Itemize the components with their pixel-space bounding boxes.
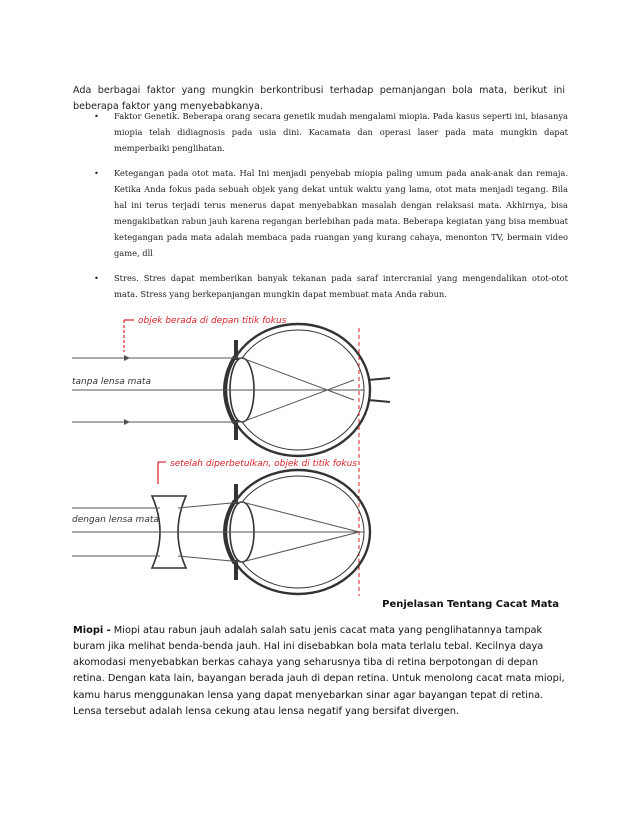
myopia-eye-diagram: [64, 300, 566, 596]
arrow-icon: [124, 355, 130, 361]
list-item: [90, 165, 568, 261]
ray: [242, 502, 359, 532]
bullet-icon: •: [94, 111, 99, 121]
list-item: [90, 108, 568, 156]
myopia-paragraph: [73, 623, 565, 720]
term-label: Miopi -: [73, 624, 111, 636]
arrow-icon: [124, 419, 130, 425]
ray: [242, 532, 359, 562]
eye-without-lens: [72, 316, 390, 456]
ray: [242, 380, 354, 422]
intro-paragraph: Ada berbagai faktor yang mungkin berkontribusi terhadap pemanjangan bola mata, berikut ini beberapa faktor yang menyebabkanya.: [73, 84, 565, 112]
label-object-before-focus: objek berada di depan titik fokus: [138, 316, 287, 326]
list-item-text: Faktor Genetik. Beberapa orang secara genetik mudah mengalami miopia. Pada kasus seperti ini, biasanya miopia telah didiagnosis pada usia dini. Kacamata dan operasi laser pada mata mungkin dapat memperbaiki penglihatan.: [114, 111, 568, 153]
optic-nerve: [368, 378, 390, 402]
paragraph-text: Miopi atau rabun jauh adalah salah satu jenis cacat mata yang penglihatannya tampak buram jika melihat benda-benda jauh. Hal ini disebabkan bola mata terlalu tebal. Kecilnya daya akomodasi menyebabkan berkas cahaya yang seharusnya tiba di retina berpotongan di depan retina. Dengan kata lain, bayangan berada jauh di depan retina. Untuk menolong cacat mata miopi, kamu harus menggunakan lensa yang dapat menyebarkan sinar agar bayangan tepat di retina. Lensa tersebut adalah lensa cekung atau lensa negatif yang bersifat divergen.: [73, 624, 565, 717]
bullet-icon: •: [94, 168, 99, 178]
list-item-text: Stres. Stres dapat memberikan banyak tekanan pada saraf intercranial yang mengendalikan otot-otot mata. Stress yang berkepanjangan mungkin dapat membuat mata Anda rabun.: [114, 273, 568, 299]
label-without-lens: tanpa lensa mata: [72, 377, 151, 387]
bullet-icon: •: [94, 273, 99, 283]
list-item: [90, 270, 568, 302]
cause-list: [90, 108, 568, 311]
ray: [242, 358, 354, 400]
eye-diagram-svg: [64, 300, 566, 596]
label-corrected-at-focus: setelah diperbetulkan, objek di titik fokus: [170, 459, 357, 469]
eye-with-lens: [72, 459, 370, 594]
list-item-text: Ketegangan pada otot mata. Hal Ini menjadi penyebab miopia paling umum pada anak-anak dan remaja. Ketika Anda fokus pada sebuah objek yang dekat untuk waktu yang lama, otot mata menjadi tegang. Bila hal ini terus terjadi terus menerus dapat menyebabkan masalah dengan relaksasi mata. Akhirnya, bisa mengakibatkan rabun jauh karena regangan berlebihan pada mata. Beberapa kegiatan yang bisa membuat ketegangan pada mata adalah membaca pada ruangan yang kurang cahaya, menonton TV, bermain video game, dll: [114, 168, 568, 258]
section-title: Penjelasan Tentang Cacat Mata: [382, 599, 559, 610]
label-with-lens: dengan lensa mata: [72, 515, 159, 525]
